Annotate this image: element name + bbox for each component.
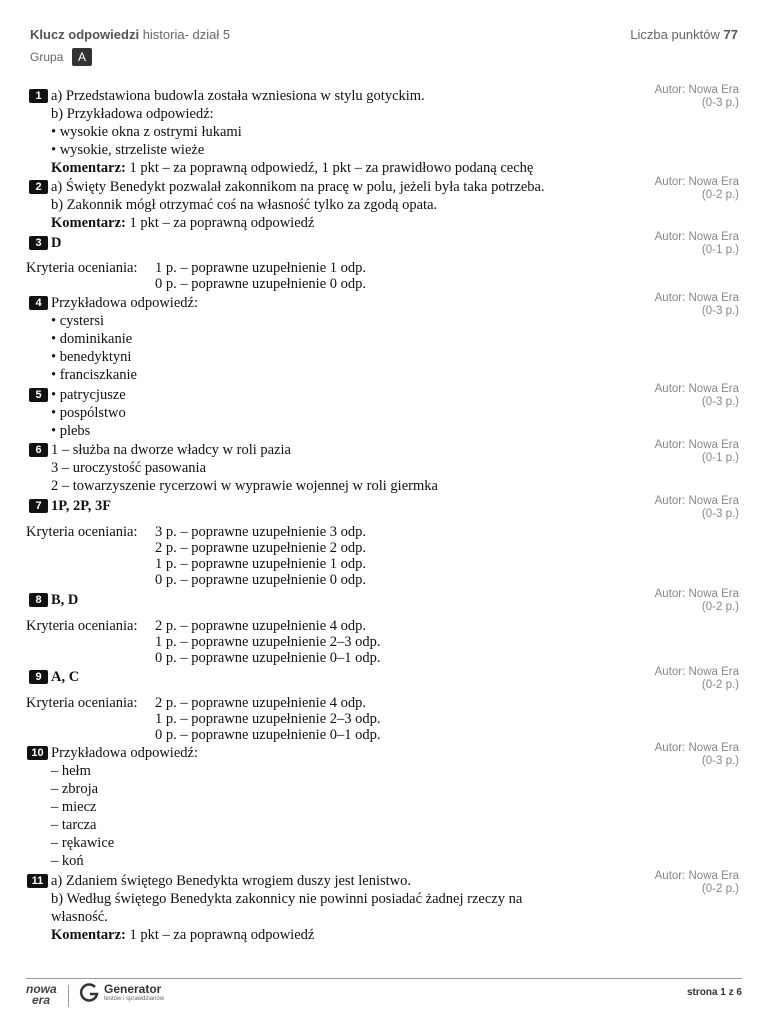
answer-line: 3 – uroczystość pasowania [51, 460, 207, 476]
answer-line: – koń [51, 853, 84, 869]
question-number-badge: 7 [29, 499, 48, 513]
author-info [655, 666, 739, 692]
nowa-era-logo-line-2: era [32, 993, 51, 1007]
total-points-value: 77 [723, 27, 738, 42]
answer-line: a) Przedstawiona budowla została wzniesiona w stylu gotyckim. [51, 88, 425, 104]
points-range: (0-3 p.) [701, 396, 739, 408]
criteria-line: 0 p. – poprawne uzupełnienie 0 odp. [155, 276, 367, 292]
comment-line [51, 214, 314, 232]
author-name: Autor: Nowa Era [654, 383, 739, 395]
nowa-era-logo [26, 984, 57, 1006]
answer-line: a) Święty Benedykt pozwalał zakonnikom na pracę w polu, jeżeli była taka potrzeba. [51, 179, 545, 195]
criteria-line: 2 p. – poprawne uzupełnienie 4 odp. [155, 695, 367, 711]
comment-label: Komentarz: [51, 160, 126, 176]
author-name: Autor: Nowa Era [654, 742, 739, 754]
question-number-badge: 8 [29, 593, 48, 607]
comment-text: 1 pkt – za poprawną odpowiedź, 1 pkt – za prawidłowo podaną cechę [129, 160, 534, 176]
question-number-badge: 9 [29, 670, 48, 684]
question-number-badge: 5 [29, 388, 48, 402]
answer-line: – zbroja [51, 781, 99, 797]
answer-line: – hełm [51, 763, 91, 779]
answer-key: B, D [51, 592, 79, 608]
answer-line: – miecz [51, 799, 97, 815]
answer-line: • plebs [51, 423, 91, 439]
question-number-badge: 4 [29, 296, 48, 310]
criteria-line: 1 p. – poprawne uzupełnienie 2–3 odp. [155, 711, 381, 727]
answer-line: a) Zdaniem świętego Benedykta wrogiem duszy jest lenistwo. [51, 873, 411, 889]
criteria-line: 2 p. – poprawne uzupełnienie 2 odp. [155, 540, 367, 556]
question-number-badge: 1 [29, 89, 48, 103]
group-label: Grupa [30, 50, 64, 64]
answer-line: • patrycjusze [51, 387, 126, 403]
answer-line: • franciszkanie [51, 367, 137, 383]
answer-line: • cystersi [51, 313, 104, 329]
answer-key: A, C [51, 669, 80, 685]
answer-key: D [51, 235, 62, 251]
answer-line: Przykładowa odpowiedź: [51, 745, 198, 761]
author-info [655, 870, 739, 896]
criteria-label: Kryteria oceniania: [26, 260, 138, 276]
nowa-era-logo-line-1: nowa [26, 982, 57, 996]
answer-line: 1 – służba na dworze władcy w roli pazia [51, 442, 291, 458]
question-number-badge: 10 [27, 746, 48, 760]
answer-key: 1P, 2P, 3F [51, 498, 112, 514]
author-name: Autor: Nowa Era [654, 292, 739, 304]
author-name: Autor: Nowa Era [654, 495, 739, 507]
criteria-label: Kryteria oceniania: [26, 524, 138, 540]
total-points [630, 27, 738, 42]
criteria-label: Kryteria oceniania: [26, 618, 138, 634]
author-info [655, 439, 739, 465]
author-name: Autor: Nowa Era [654, 439, 739, 451]
answer-line: b) Zakonnik mógł otrzymać coś na własność tylko za zgodą opata. [51, 197, 438, 213]
criteria-line: 1 p. – poprawne uzupełnienie 1 odp. [155, 556, 367, 572]
document-title [30, 27, 230, 42]
points-range: (0-3 p.) [701, 508, 739, 520]
author-info [655, 383, 739, 409]
comment-label: Komentarz: [51, 927, 126, 943]
question-number-badge: 2 [29, 180, 48, 194]
comment-label: Komentarz: [51, 215, 126, 231]
author-info [655, 176, 739, 202]
footer-divider [26, 978, 742, 979]
generator-logo-subtitle: testów i sprawdzianów [104, 996, 165, 1002]
author-info [655, 84, 739, 110]
document-title-bold: Klucz odpowiedzi [30, 27, 140, 42]
comment-line [51, 926, 314, 944]
answer-line: własność. [51, 909, 108, 925]
answer-line: b) Przykładowa odpowiedź: [51, 106, 214, 122]
comment-line [51, 159, 533, 177]
points-range: (0-3 p.) [701, 305, 739, 317]
criteria-line: 1 p. – poprawne uzupełnienie 1 odp. [155, 260, 367, 276]
total-points-label: Liczba punktów [630, 27, 720, 42]
criteria-line: 2 p. – poprawne uzupełnienie 4 odp. [155, 618, 367, 634]
author-name: Autor: Nowa Era [654, 84, 739, 96]
group-badge: A [72, 48, 92, 66]
criteria-line: 3 p. – poprawne uzupełnienie 3 odp. [155, 524, 367, 540]
answer-line: • dominikanie [51, 331, 133, 347]
answer-line: • wysokie, strzeliste wieże [51, 142, 205, 158]
author-name: Autor: Nowa Era [654, 666, 739, 678]
author-info [655, 742, 739, 768]
criteria-line: 0 p. – poprawne uzupełnienie 0 odp. [155, 572, 367, 588]
author-info [655, 292, 739, 318]
author-info [655, 495, 739, 521]
author-info [655, 231, 739, 257]
author-info [655, 588, 739, 614]
author-name: Autor: Nowa Era [654, 588, 739, 600]
question-number-badge: 6 [29, 443, 48, 457]
question-number-badge: 3 [29, 236, 48, 250]
generator-logo-icon [78, 982, 100, 1004]
generator-logo-text: Generator [104, 982, 162, 996]
criteria-label: Kryteria oceniania: [26, 695, 138, 711]
points-range: (0-1 p.) [701, 452, 739, 464]
answer-line: • pospólstwo [51, 405, 126, 421]
answer-line: – rękawice [51, 835, 115, 851]
page-number: strona 1 z 6 [686, 987, 742, 998]
question-number-badge: 11 [27, 874, 48, 888]
points-range: (0-2 p.) [701, 189, 739, 201]
answer-line: • benedyktyni [51, 349, 132, 365]
author-name: Autor: Nowa Era [654, 870, 739, 882]
answer-line: b) Według świętego Benedykta zakonnicy nie powinni posiadać żadnej rzeczy na [51, 891, 523, 907]
document-title-subject: historia- dział 5 [142, 27, 231, 42]
points-range: (0-2 p.) [701, 883, 739, 895]
points-range: (0-3 p.) [701, 97, 739, 109]
answer-line: • wysokie okna z ostrymi łukami [51, 124, 242, 140]
comment-text: 1 pkt – za poprawną odpowiedź [129, 215, 315, 231]
comment-text: 1 pkt – za poprawną odpowiedź [129, 927, 315, 943]
points-range: (0-1 p.) [701, 244, 739, 256]
author-name: Autor: Nowa Era [654, 231, 739, 243]
criteria-line: 0 p. – poprawne uzupełnienie 0–1 odp. [155, 650, 381, 666]
author-name: Autor: Nowa Era [654, 176, 739, 188]
points-range: (0-2 p.) [701, 601, 739, 613]
answer-line: 2 – towarzyszenie rycerzowi w wyprawie wojennej w roli giermka [51, 478, 438, 494]
answer-line: Przykładowa odpowiedź: [51, 295, 198, 311]
criteria-line: 1 p. – poprawne uzupełnienie 2–3 odp. [155, 634, 381, 650]
points-range: (0-2 p.) [701, 679, 739, 691]
criteria-line: 0 p. – poprawne uzupełnienie 0–1 odp. [155, 727, 381, 743]
answer-line: – tarcza [51, 817, 97, 833]
points-range: (0-3 p.) [701, 755, 739, 767]
logo-separator [68, 985, 69, 1007]
